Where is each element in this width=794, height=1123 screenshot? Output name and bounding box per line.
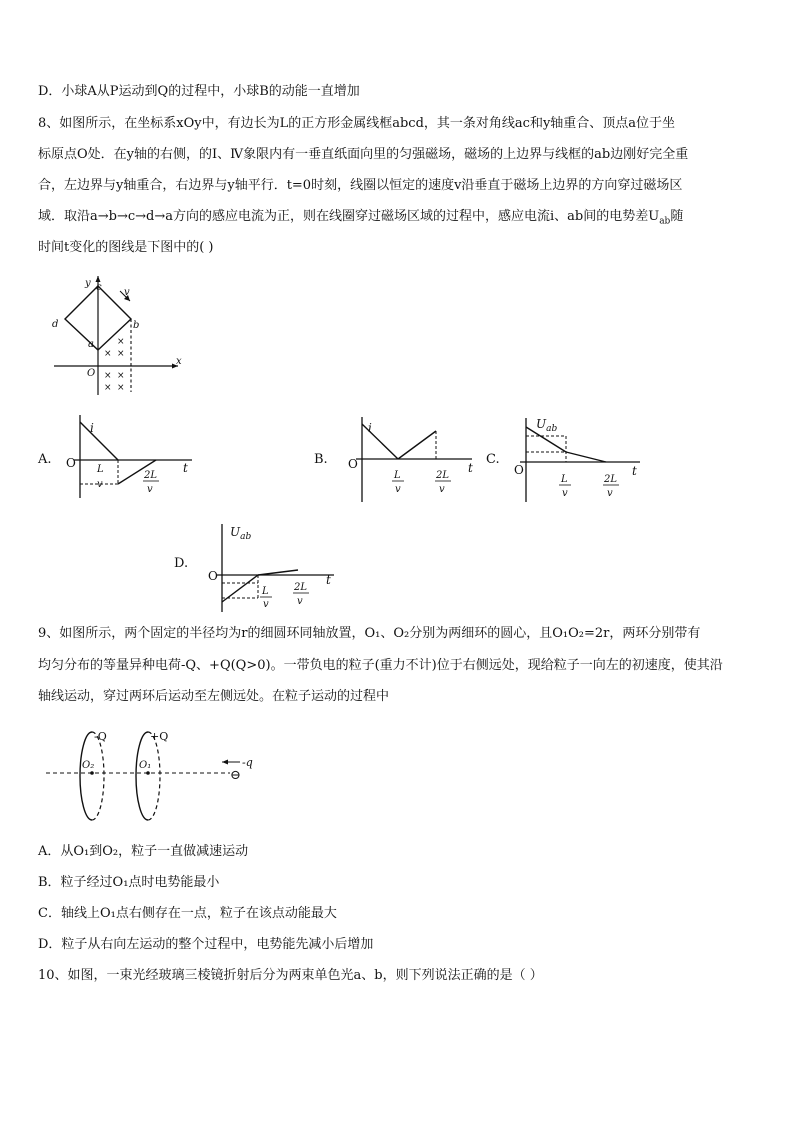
label-O: O [87, 368, 96, 379]
svg-text:×: × [104, 349, 112, 359]
magnetic-field-crosses [104, 337, 125, 393]
label-y: y [85, 278, 91, 289]
b-tick2-den: v [439, 484, 445, 495]
svg-text:×: × [117, 349, 125, 359]
svg-text:×: × [104, 371, 112, 381]
ring-left-charge: -Q [94, 730, 107, 743]
q8-option-c-label: C. [486, 452, 500, 467]
o1-label: O₁ [139, 760, 152, 771]
q9-option-d: D．粒子从右向左运动的整个过程中，电势能先减小后增加 [38, 937, 374, 952]
b-tick2: 2L [436, 470, 450, 481]
d-tick2-den: v [297, 596, 303, 607]
a-tick1: L [97, 464, 104, 475]
d-origin: O [208, 569, 218, 583]
c-origin: O [514, 463, 524, 477]
label-b: b [133, 320, 140, 331]
q9-stem-line-2: 均匀分布的等量异种电荷-Q、+Q(Q>0)。一带负电的粒子(重力不计)位于右侧远处，现给粒子一向左的初速度，使其沿 [38, 658, 723, 673]
o2-label: O₂ [82, 760, 95, 771]
q8-square-frame-figure [38, 270, 188, 400]
ring-right-charge: +Q [150, 730, 169, 743]
a-origin: O [66, 456, 76, 470]
a-t: t [183, 461, 188, 475]
q8-stem-line-2: 标原点O处．在y轴的右侧，的Ⅰ、Ⅳ象限内有一垂直纸面向里的匀强磁场，磁场的上边界与线框的ab边刚好完全重 [38, 147, 689, 162]
particle-charge-label: -q [242, 756, 253, 769]
svg-text:×: × [117, 383, 125, 393]
svg-text:×: × [117, 371, 125, 381]
q9-option-c: C．轴线上O₁点右侧存在一点，粒子在该点动能最大 [38, 906, 337, 921]
d-tick1: L [262, 586, 269, 597]
label-v: v [124, 287, 130, 298]
svg-text:×: × [104, 383, 112, 393]
q9-stem-line-1: 9、如图所示，两个固定的半径均为r的细圆环同轴放置，O₁、O₂分别为两细环的圆心，且O₁O₂=2r，两环分别带有 [38, 626, 701, 641]
a-tick2-den: v [147, 484, 153, 495]
a-tick2: 2L [144, 470, 158, 481]
q8-option-b-label: B. [314, 452, 328, 467]
a-yname: i [90, 421, 94, 435]
d-tick2: 2L [294, 582, 308, 593]
q10-stem: 10、如图，一束光经玻璃三棱镜折射后分为两束单色光a、b，则下列说法正确的是（ ） [38, 968, 543, 983]
q7-option-d: D．小球A从P运动到Q的过程中，小球B的动能一直增加 [38, 84, 360, 99]
q8-option-d-graph [200, 518, 340, 614]
b-tick1: L [394, 470, 401, 481]
d-yname [230, 525, 251, 542]
c-yname-main: U [536, 417, 547, 431]
c-yname-sub: ab [546, 424, 558, 434]
q8-stem-line-3: 合，左边界与y轴重合，右边界与y轴平行．t=0时刻，线圈以恒定的速度v沿垂直于磁场上边界的方向穿过磁场区 [38, 178, 683, 193]
b-yname: i [368, 421, 372, 435]
label-x: x [176, 356, 182, 367]
label-d: d [52, 319, 59, 330]
particle-symbol: ⊖ [230, 768, 241, 783]
label-c: c [96, 282, 102, 293]
q9-option-b: B．粒子经过O₁点时电势能最小 [38, 875, 220, 890]
q8-option-d-label: D. [174, 556, 189, 571]
c-tick2: 2L [604, 474, 618, 485]
d-t: t [326, 573, 331, 587]
d-tick1-den: v [263, 599, 269, 610]
c-yname [536, 417, 557, 434]
c-t: t [632, 464, 637, 478]
q8-option-c-graph [510, 412, 650, 504]
d-yname-main: U [230, 525, 241, 539]
q8-option-b-graph [340, 412, 480, 504]
c-tick1: L [561, 474, 568, 485]
c-tick1-den: v [562, 488, 568, 499]
label-a: a [88, 339, 94, 350]
a-tick1-den: v [97, 479, 103, 490]
q8-stem-line-5: 时间t变化的图线是下图中的( ) [38, 240, 214, 255]
q9-stem-line-3: 轴线运动，穿过两环后运动至左侧远处。在粒子运动的过程中 [38, 689, 390, 704]
d-yname-sub: ab [240, 532, 252, 542]
q8-stem-line-4 [38, 209, 754, 230]
q8-line4-sub: ab [659, 216, 671, 227]
b-t: t [468, 461, 473, 475]
q8-stem-line-1: 8、如图所示，在坐标系xOy中，有边长为L的正方形金属线框abcd，其一条对角线ac和y轴重合、顶点a位于坐 [38, 116, 676, 131]
q8-line4-text: 域．取沿a→b→c→d→a方向的感应电流为正，则在线圈穿过磁场区域的过程中，感应电流i、ab间的电势差U [38, 209, 660, 224]
svg-text:×: × [117, 337, 125, 347]
c-tick2-den: v [607, 488, 613, 499]
q8-option-a-graph [60, 412, 210, 502]
q9-rings-figure [40, 726, 270, 826]
q8-option-a-label: A. [38, 452, 52, 467]
b-origin: O [348, 457, 358, 471]
q9-option-a: A．从O₁到O₂，粒子一直做减速运动 [38, 844, 249, 859]
q8-line4-tail: 随 [670, 209, 684, 224]
b-tick1-den: v [395, 484, 401, 495]
